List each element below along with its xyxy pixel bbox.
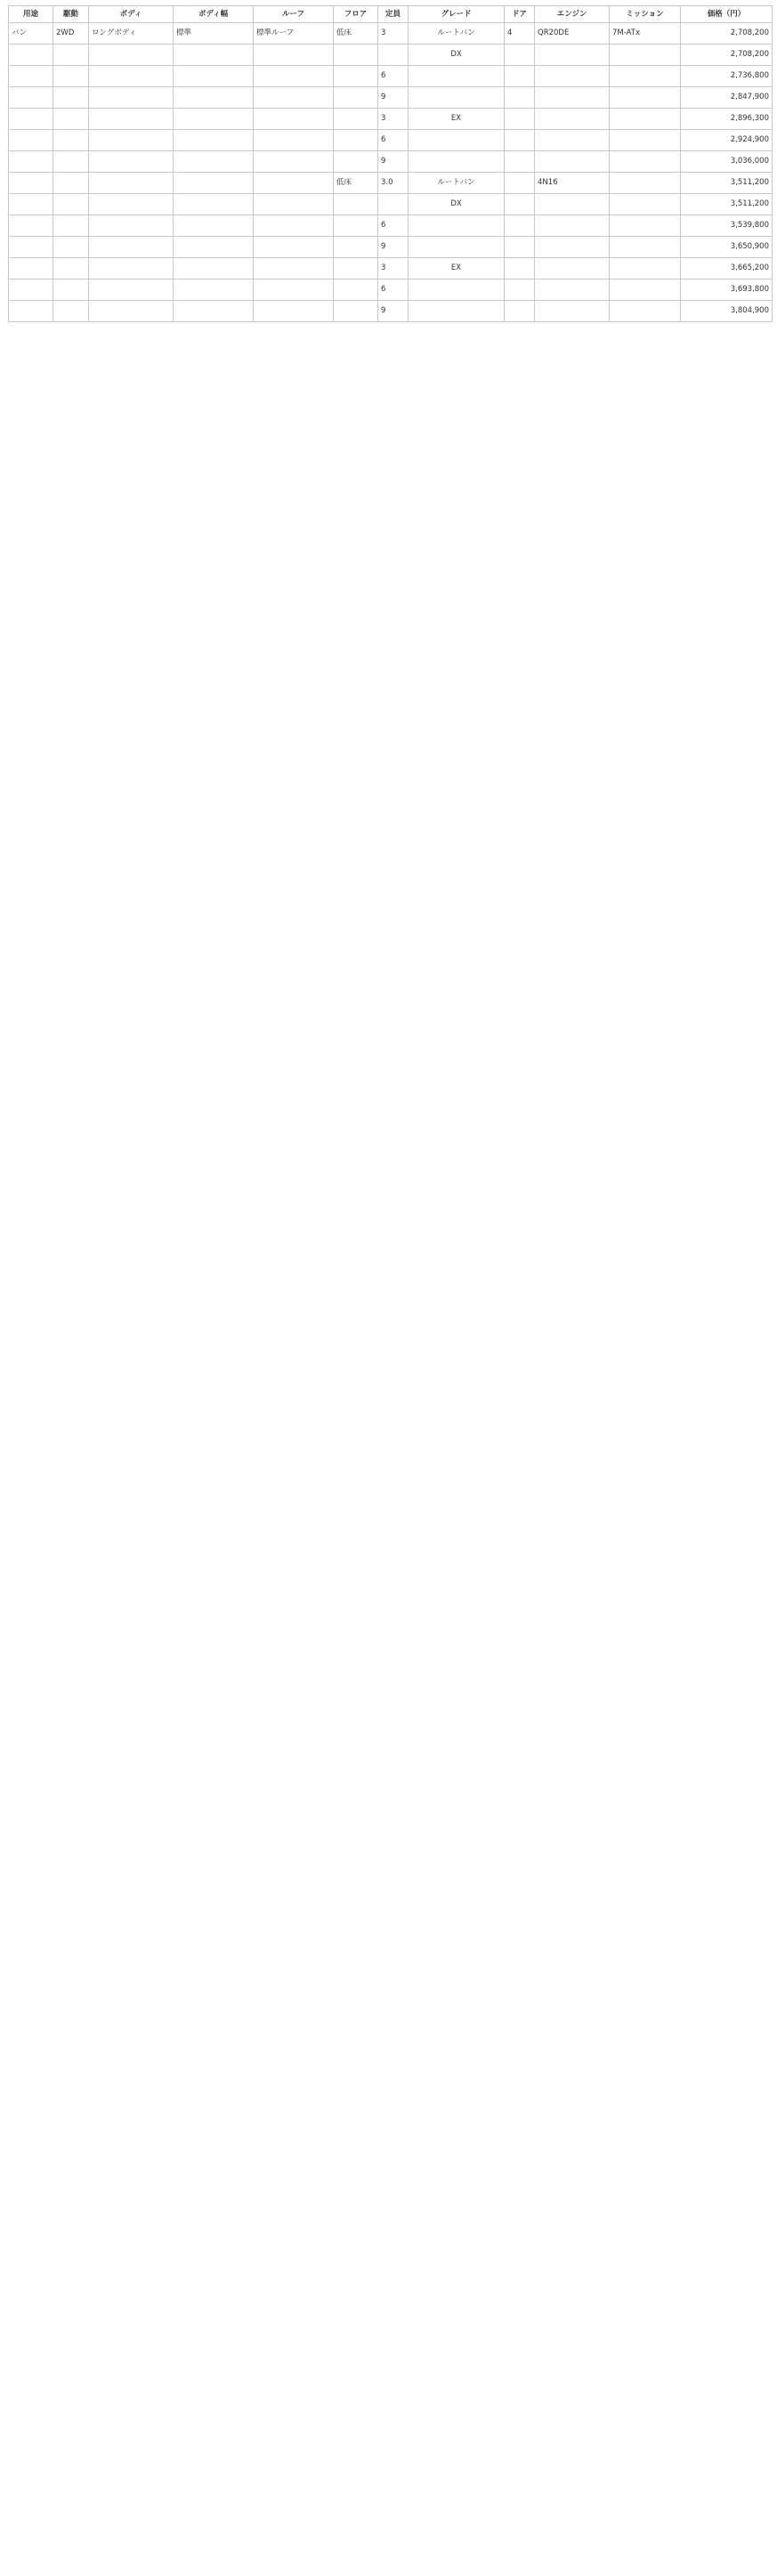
spec-body	[9, 23, 773, 322]
col-header: 定員	[378, 6, 409, 23]
cell-seats: 6	[378, 215, 409, 237]
cell-seats: 6	[378, 130, 409, 151]
cell-price: 3,804,900	[681, 301, 773, 322]
table-row	[9, 279, 773, 301]
cell-price: 2,736,800	[681, 66, 773, 87]
cell-seats: 3	[378, 109, 409, 130]
cell-price: 3,511,200	[681, 173, 773, 194]
col-header: ボディ	[89, 6, 174, 23]
cell-seats: 9	[378, 87, 409, 109]
cell-price: 2,847,900	[681, 87, 773, 109]
cell-mission: 7M-ATx	[610, 23, 681, 45]
spec-table	[8, 5, 773, 322]
cell-seats: 9	[378, 151, 409, 173]
col-header: 駆動	[53, 6, 89, 23]
table-row	[9, 258, 773, 279]
cell-price: 3,693,800	[681, 279, 773, 301]
cell-doors: 4	[505, 23, 535, 45]
cell-grade: DX	[409, 194, 505, 215]
cell-engine: 4N16	[535, 173, 610, 194]
cell-grade: DX	[409, 45, 505, 66]
cell-floor: 低床	[334, 23, 378, 45]
col-header: グレード	[409, 6, 505, 23]
table-row	[9, 130, 773, 151]
cell-use: バン	[9, 23, 53, 45]
cell-grade: EX	[409, 258, 505, 279]
cell-seats: 9	[378, 237, 409, 258]
cell-roof: 標準ルーフ	[254, 23, 334, 45]
col-header: ルーフ	[254, 6, 334, 23]
table-row	[9, 301, 773, 322]
table-row	[9, 45, 773, 66]
col-header: 用途	[9, 6, 53, 23]
table-row	[9, 194, 773, 215]
cell-price: 3,650,900	[681, 237, 773, 258]
table-row	[9, 66, 773, 87]
cell-price: 2,708,200	[681, 45, 773, 66]
cell-seats: 6	[378, 279, 409, 301]
cell-price: 3,665,200	[681, 258, 773, 279]
cell-price: 2,924,900	[681, 130, 773, 151]
cell-price: 3,511,200	[681, 194, 773, 215]
col-header: フロア	[334, 6, 378, 23]
cell-seats: 9	[378, 301, 409, 322]
table-row	[9, 237, 773, 258]
header-row	[9, 6, 773, 23]
cell-seats: 3	[378, 258, 409, 279]
cell-body: ロングボディ	[89, 23, 174, 45]
cell-price: 3,036,000	[681, 151, 773, 173]
cell-seats: 3.0	[378, 173, 409, 194]
col-header: 価格（円）	[681, 6, 773, 23]
col-header: エンジン	[535, 6, 610, 23]
table-row	[9, 87, 773, 109]
cell-grade: ルートバン	[409, 173, 505, 194]
cell-floor: 低床	[334, 173, 378, 194]
table-row	[9, 109, 773, 130]
col-header: ボディ幅	[174, 6, 254, 23]
cell-seats: 6	[378, 66, 409, 87]
col-header: ミッション	[610, 6, 681, 23]
cell-price: 2,708,200	[681, 23, 773, 45]
cell-drive: 2WD	[53, 23, 89, 45]
cell-engine: QR20DE	[535, 23, 610, 45]
cell-price: 3,539,800	[681, 215, 773, 237]
cell-grade: EX	[409, 109, 505, 130]
col-header: ドア	[505, 6, 535, 23]
table-row	[9, 173, 773, 194]
table-row	[9, 215, 773, 237]
cell-width: 標準	[174, 23, 254, 45]
table-row	[9, 23, 773, 45]
table-row	[9, 151, 773, 173]
cell-seats: 3	[378, 23, 409, 45]
cell-grade: ルートバン	[409, 23, 505, 45]
cell-price: 2,896,300	[681, 109, 773, 130]
